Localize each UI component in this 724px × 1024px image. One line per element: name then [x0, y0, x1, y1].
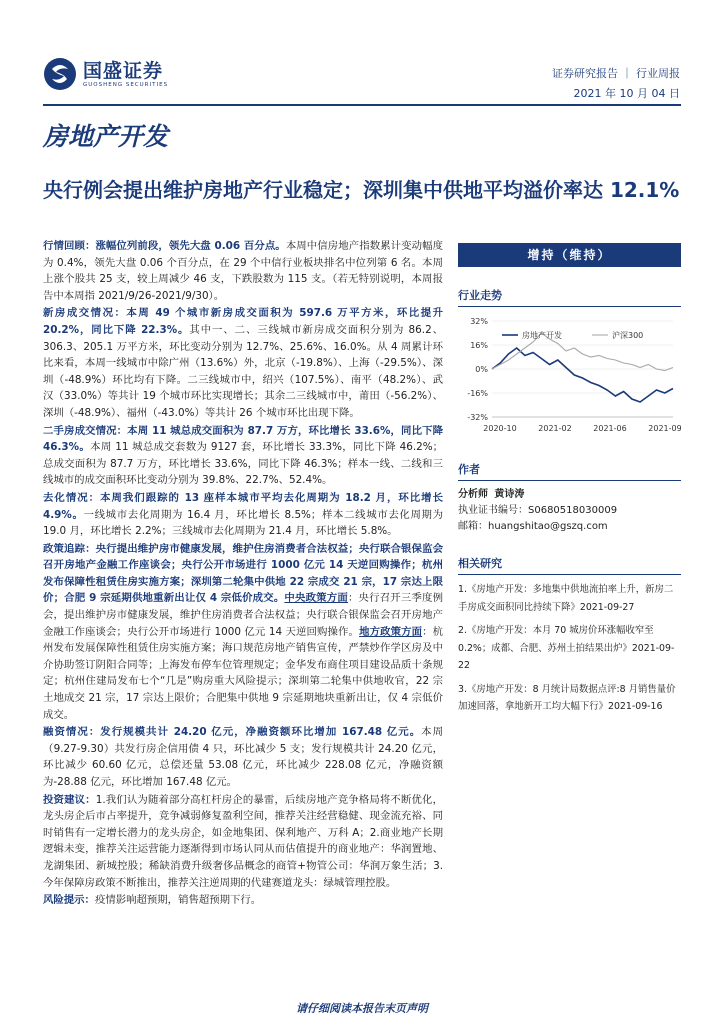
- y-tick-label: 32%: [470, 317, 488, 326]
- series-line-hs300: [492, 333, 673, 371]
- x-tick-label: 2020-10: [483, 424, 517, 433]
- new-house-highlight: 本周 49 个城市新房成交面积为 597.6 万平方米，环比提升 20.2%，同比下降 22.3%。: [43, 307, 444, 336]
- second-hand-body: 本周 11 城总成交套数为 9127 套，环比增长 33.3%，同比下降 46.2%；总成交面积为 87.7 万方，环比增长 33.6%，同比下降 46.3%；样本一线、二线和三线城市的成交面积环比变动分别为 39.8%、22.7%、52.4%。: [43, 441, 443, 487]
- review-paragraph: [43, 238, 443, 304]
- new-house-body: 其中一、二、三线城市新房成交面积分别为 86.2、306.3、205.1 万平方米，环比变动分别为 12.7%、25.6%、16.0%。从 4 周累计环比来看，本周一线城市中除广州（13.6%）外，北京（-19.8%）、上海（-29.5%）、深圳（-48.9%）环比均有下降。二三线城市中，绍兴（107.5%）、南平（48.2%）、武汉（33.0%）等共计 19 个城市环比实现增长；其余二三线城市中，莆田（-56.2%）、深圳（-48.9%）、福州（-43.0%）等共计 26 个城市环比出现下降。: [43, 323, 444, 419]
- policy-paragraph: [43, 541, 443, 724]
- related-item[interactable]: 2.《房地产开发：本月 70 城房价环涨幅收窄至 0.2%；成都、合肥、苏州土拍结果出炉》2021-09-22: [458, 625, 675, 671]
- financing-paragraph: [43, 724, 443, 790]
- financing-heading: 融资情况：: [43, 726, 101, 739]
- legend-label-hs300: 沪深300: [612, 331, 644, 340]
- inventory-body: 一线城市去化周期为 16.4 月，环比增长 8.5%；样本二线城市去化周期为 19.0 月，环比增长 2.2%；三线城市去化周期为 21.4 月，环比增长 5.8%。: [43, 508, 443, 538]
- trend-chart-svg: [458, 313, 681, 441]
- analyst-name: 黄诗涛: [494, 489, 525, 500]
- sidebar: [458, 243, 681, 722]
- sector-title: 房地产开发: [43, 122, 169, 151]
- trend-heading: 行业走势: [458, 287, 681, 307]
- company-logo: [43, 56, 193, 92]
- analyst-role: 分析师: [458, 489, 488, 500]
- trend-chart: [458, 313, 681, 441]
- footer-disclaimer: 请仔细阅读本报告末页声明: [296, 1002, 428, 1015]
- rating-badge: 增持（维持）: [458, 243, 681, 267]
- financing-body: 本周（9.27-9.30）共发行房企信用债 4 只，环比减少 5 支；发行规模共计 24.20 亿元，环比减少 60.60 亿元，总偿还量 53.08 亿元，环比减少 228.08 亿元，净融资额为-28.88 亿元，环比增加 167.48 亿元。: [43, 726, 444, 788]
- second-hand-highlight: 本周 11 城总成交面积为 87.7 万方，环比增长 33.6%，同比下降 46.3%。: [43, 424, 443, 454]
- email-label: 邮箱：: [458, 521, 488, 532]
- y-tick-label: 0%: [475, 365, 488, 374]
- logo-icon: [43, 57, 77, 91]
- policy-heading: 政策追踪：: [43, 542, 96, 555]
- risk-heading: 风险提示：: [43, 894, 95, 907]
- legend-label-real-estate: 房地产开发: [522, 331, 562, 340]
- advice-body: 1.我们认为随着部分高杠杆房企的暴雷，后续房地产竞争格局将不断优化，龙头房企后市占率提升，竞争减弱修复盈利空间，推荐关注经营稳健、现金流充裕、同时销售有一定增长潜力的龙头房企，如金地集团、保利地产、万科 A；2.商业地产长期逻辑未变，推荐关注运营能力逐渐得到市场认同从而估值提升的商业地产：华润置地、龙湖集团、新城控股；稀缺消费升级奢侈品概念的商管+物管公司：华润万象生活；3.今年保障房政策不断推出，推荐关注逆周期的代建赛道龙头：绿城管理控股。: [43, 793, 443, 889]
- analyst-cert: 执业证书编号：S0680518030009: [458, 505, 618, 516]
- series-line-real-estate: [492, 348, 673, 402]
- local-policy-heading: 地方政策方面: [359, 625, 423, 638]
- analyst-info: [458, 487, 681, 535]
- report-type: 证券研究报告 ｜ 行业周报: [552, 67, 680, 80]
- report-title: 央行例会提出维护房地产行业稳定；深圳集中供地平均溢价率达 12.1%: [43, 178, 680, 202]
- analyst-line: [458, 487, 681, 503]
- header-divider: [43, 104, 681, 106]
- advice-heading: 投资建议：: [43, 793, 96, 806]
- x-tick-label: 2021-06: [593, 424, 627, 433]
- y-tick-label: 16%: [470, 341, 488, 350]
- x-tick-label: 2021-09: [648, 424, 681, 433]
- analyst-email-line: [458, 519, 681, 535]
- advice-paragraph: [43, 792, 443, 892]
- report-date: 2021 年 10 月 04 日: [573, 87, 680, 100]
- central-policy-body: ：央行召开三季度例会，提出维护房市健康发展，维护住房消费者合法权益；央行联合银保监会召开房地产金融工作座谈会；央行公开市场进行 1000 亿元 14 天逆回购操作。: [43, 592, 444, 638]
- risk-paragraph: [43, 892, 443, 909]
- y-tick-label: -16%: [467, 389, 488, 398]
- local-policy-body: ：杭州发布发展保障性租赁住房实施方案；海口规范房地产销售宣传，严禁炒作学区房及中介协助签订阴阳合同等；上海发布停车位管理规定；金华发布商住项目建设品质十条规定；杭州住建局发布七个“几是”购房重大风险提示；深圳第二轮集中供地收官，22 宗土地成交 21 宗，17 宗达上限价；合肥集中供地 9 宗延期地块重新出让，仅 4 宗低价成交。: [43, 625, 444, 721]
- review-body: 本周中信房地产指数累计变动幅度为 0.4%，领先大盘 0.06 个百分点，在 29 个中信行业板块排名中位列第 6 名。本周上涨个股共 25 支，较上周减少 46 支，下跌股数为 115 支。（若无特别说明，本周报告中本周指 2021/9/26-2021/9/30）。: [43, 240, 444, 302]
- inventory-highlight: 本周我们跟踪的 13 座样本城市平均去化周期为 18.2 月，环比增长 4.9%。: [43, 491, 443, 521]
- new-house-paragraph: [43, 305, 443, 421]
- analyst-email[interactable]: huangshitao@gszq.com: [488, 521, 608, 532]
- related-item[interactable]: 3.《房地产开发：8 月统计局数据点评:8 月销售量价加速回落，拿地新开工均大幅下行》2021-09-16: [458, 683, 676, 712]
- review-highlight: 涨幅位列前段，领先大盘 0.06 百分点。: [95, 240, 286, 252]
- related-heading: 相关研究: [458, 555, 681, 575]
- inventory-heading: 去化情况：: [43, 491, 101, 504]
- y-tick-label: -32%: [467, 413, 488, 422]
- new-house-heading: 新房成交情况：: [43, 307, 127, 320]
- related-item[interactable]: 1.《房地产开发：多地集中供地流拍率上升，新房二手房成交面积同比持续下降》2021-09-27: [458, 584, 674, 613]
- financing-highlight: 发行规模共计 24.20 亿元，净融资额环比增加 167.48 亿元。: [100, 726, 422, 739]
- second-hand-heading: 二手房成交情况：: [43, 424, 128, 437]
- second-hand-paragraph: [43, 423, 443, 489]
- logo-name-en: GUOSHENG SECURITIES: [83, 81, 169, 88]
- policy-highlight: 央行提出维护房市健康发展，维护住房消费者合法权益；央行联合银保监会召开房地产金融工作座谈会；央行公开市场进行 1000 亿元 14 天逆回购操作；杭州发布保障性租赁住房实施方案；深圳第二轮集中供地 22 宗成交 21 宗，17 宗达上限价；合肥 9 宗延期供地重新出让仅 4 宗低价成交。: [43, 542, 444, 605]
- logo-name: 国盛证券: [83, 59, 164, 82]
- risk-body: 疫情影响超预期，销售超预期下行。: [94, 894, 262, 907]
- main-content: [43, 238, 443, 910]
- author-heading: 作者: [458, 461, 681, 481]
- review-heading: 行情回顾：: [43, 240, 96, 252]
- related-list: [458, 581, 681, 716]
- report-meta: [552, 64, 680, 104]
- inventory-paragraph: [43, 490, 443, 540]
- x-tick-label: 2021-02: [538, 424, 572, 433]
- central-policy-heading: 中央政策方面: [284, 592, 348, 605]
